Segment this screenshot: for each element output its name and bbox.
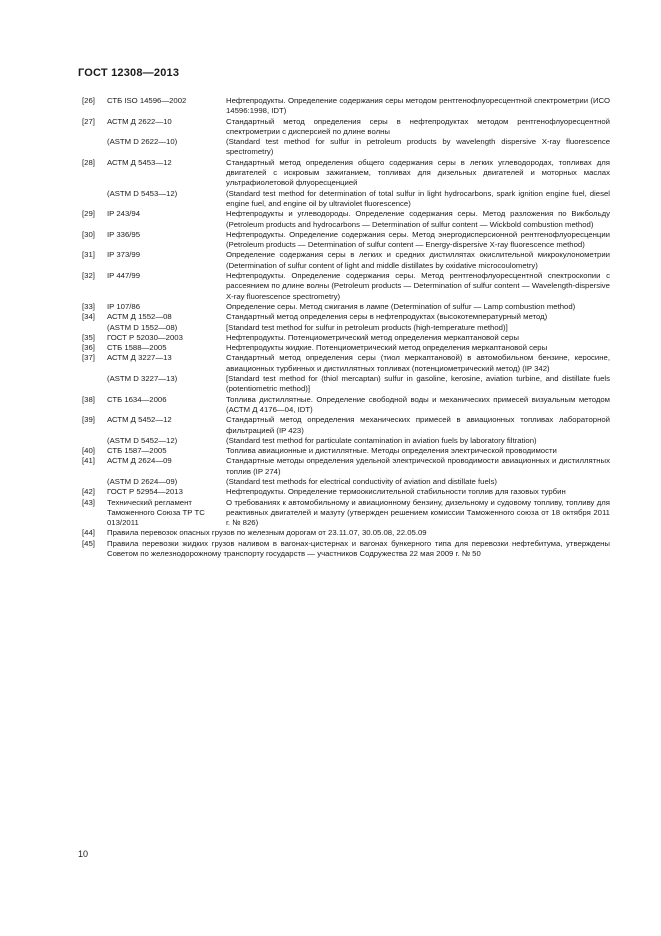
ref-number: [28] bbox=[82, 157, 95, 167]
list-item bbox=[82, 230, 610, 251]
list-item bbox=[82, 353, 610, 374]
ref-number: [31] bbox=[82, 250, 95, 260]
ref-title: Нефтепродукты. Определение содержания серы. Метод рентгенофлуоресцентной спектроскопии с рассеянием по длине волны (Petroleum products — Determination of sulfur content — Wavelength-dispersive X-ray fluorescence spectrometry) bbox=[226, 271, 610, 301]
list-item bbox=[82, 436, 610, 446]
list-item bbox=[82, 477, 610, 487]
ref-code: Технический регламент Таможенного Союза ТР ТС 013/2011 bbox=[107, 497, 205, 528]
list-item bbox=[82, 117, 610, 138]
ref-code: (ASTM D 5453—12) bbox=[107, 188, 178, 198]
ref-number: [37] bbox=[82, 353, 95, 363]
list-item bbox=[82, 312, 610, 322]
list-item bbox=[82, 528, 610, 538]
ref-code: АСТМ Д 2624—09 bbox=[107, 456, 172, 466]
ref-code: IP 373/99 bbox=[107, 250, 141, 260]
list-item bbox=[82, 189, 610, 210]
ref-title: (Standard test methods for electrical conductivity of aviation and distillate fuels) bbox=[226, 476, 497, 486]
ref-number: [41] bbox=[82, 456, 95, 466]
ref-number bbox=[82, 323, 107, 333]
ref-title: Стандартный метод определения общего содержания серы в легких углеводородах, топливах для двигателей с искровым зажиганием, топливах для дизельных двигателей и моторных маслах ультрафиолетовой флуоресценцией bbox=[226, 157, 610, 188]
list-item bbox=[82, 209, 610, 230]
ref-code: (ASTM D 3227—13) bbox=[107, 374, 178, 384]
list-item bbox=[82, 395, 610, 416]
list-item bbox=[82, 323, 610, 333]
ref-number bbox=[82, 374, 107, 395]
list-item bbox=[82, 250, 610, 271]
ref-code: СТБ 1587—2005 bbox=[107, 446, 167, 456]
ref-number: [45] bbox=[82, 538, 95, 548]
references-list bbox=[82, 96, 610, 559]
ref-number bbox=[82, 436, 107, 446]
ref-number: [43] bbox=[82, 497, 95, 507]
ref-title: [Standard test method for sulfur in petroleum products (high-temperature method)] bbox=[226, 322, 508, 332]
ref-code: АСТМ Д 5452—12 bbox=[107, 415, 172, 425]
ref-title: Стандартный метод определения серы в нефтепродуктах методом рентгенофлуоресцентной спектрометрии с дисперсией по длине волны bbox=[226, 116, 610, 136]
ref-title: Нефтепродукты жидкие. Потенциометрический метод определения меркаптановой серы bbox=[226, 343, 548, 353]
ref-code: АСТМ Д 3227—13 bbox=[107, 353, 172, 363]
ref-title: (Standard test method for sulfur in petroleum products by wavelength dispersive X-ray fluorescence spectrometry) bbox=[226, 137, 610, 157]
ref-title: Топлива авиационные и дистиллятные. Методы определения электрической проводимости bbox=[226, 446, 557, 456]
list-item bbox=[82, 374, 610, 395]
ref-title: Правила перевозки жидких грузов наливом в вагонах-цистернах и вагонах бункерного типа для перевозки нефтебитума, утверждены Советом по железнодорожному транспорту государств — участников Содружества 22 мая 2009 г. № 50 bbox=[107, 538, 610, 559]
ref-title: О требованиях к автомобильному и авиационному бензину, дизельному и судовому топливу, топливу для реактивных двигателей и мазуту (утвержден решением комиссии Таможенного союза от 18 октября 2011 г. № 826) bbox=[226, 497, 610, 528]
list-item bbox=[82, 271, 610, 302]
list-item bbox=[82, 96, 610, 117]
ref-number: [34] bbox=[82, 312, 95, 322]
document-header: ГОСТ 12308—2013 bbox=[78, 67, 180, 79]
ref-number: [30] bbox=[82, 229, 95, 239]
ref-code: АСТМ Д 2622—10 bbox=[107, 116, 172, 126]
ref-title: Определение серы. Метод сжигания в лампе (Determination of sulfur — Lamp combustion method) bbox=[226, 301, 576, 311]
list-item bbox=[82, 456, 610, 477]
ref-title: [Standard test method for (thiol mercaptan) sulfur in gasoline, kerosine, aviation turbine, and distillate fuels (potentiometric method)] bbox=[226, 374, 610, 394]
list-item bbox=[82, 137, 610, 158]
ref-number: [36] bbox=[82, 343, 95, 353]
ref-title: Нефтепродукты и углеводороды. Определение содержания серы. Метод разложения по Викбольду (Petroleum products and hydrocarbons — Determination of sulfur content — Wickbold combustion method) bbox=[226, 209, 610, 229]
ref-code: (ASTM D 2622—10) bbox=[107, 137, 178, 147]
ref-code: АСТМ Д 1552—08 bbox=[107, 312, 172, 322]
ref-number: [40] bbox=[82, 446, 95, 456]
list-item bbox=[82, 333, 610, 343]
ref-title: (Standard test method for particulate contamination in aviation fuels by laboratory filtration) bbox=[226, 435, 537, 445]
list-item bbox=[82, 343, 610, 353]
ref-number: [29] bbox=[82, 209, 95, 219]
ref-number: [32] bbox=[82, 271, 95, 281]
ref-title: (Standard test method for determination of total sulfur in light hydrocarbons, spark ignition engine fuel, diesel engine fuel, and engine oil by ultraviolet fluorescence) bbox=[226, 188, 610, 208]
ref-number: [39] bbox=[82, 415, 95, 425]
ref-title: Стандартный метод определения серы (тиол меркаптановой) в автомобильном бензине, керосине, авиационных турбинных и дистиллятных топливах (потенциометрический метод) (IP 342) bbox=[226, 353, 610, 373]
ref-number bbox=[82, 137, 107, 158]
ref-code: (ASTM D 1552—08) bbox=[107, 322, 178, 332]
list-item bbox=[82, 415, 610, 436]
ref-code: IP 243/94 bbox=[107, 209, 141, 219]
ref-code: СТБ 1634—2006 bbox=[107, 394, 167, 404]
list-item bbox=[82, 446, 610, 456]
ref-code: IP 447/99 bbox=[107, 271, 141, 281]
ref-number: [35] bbox=[82, 332, 95, 342]
ref-code: (ASTM D 5452—12) bbox=[107, 435, 178, 445]
ref-number: [27] bbox=[82, 116, 95, 126]
ref-number: [38] bbox=[82, 394, 95, 404]
ref-code: IP 107/86 bbox=[107, 301, 141, 311]
ref-title: Стандартные методы определения удельной электрической проводимости авиационных и дистиллятных топлив (IP 274) bbox=[226, 456, 610, 476]
ref-title: Нефтепродукты. Определение термоокислительной стабильности топлив для газовых турбин bbox=[226, 487, 566, 497]
ref-number bbox=[82, 189, 107, 210]
ref-title: Нефтепродукты. Определение содержания серы. Метод энергодисперсионной рентгенофлуоресценции (Petroleum products — Determination of sulfur content — Energy-dispersive X-ray fluorescence method) bbox=[226, 229, 610, 250]
ref-title: Нефтепродукты. Потенциометрический метод определения меркаптановой серы bbox=[226, 332, 519, 342]
ref-code: ГОСТ Р 52954—2013 bbox=[107, 487, 183, 497]
ref-code: АСТМ Д 5453—12 bbox=[107, 157, 172, 167]
ref-number: [26] bbox=[82, 96, 95, 105]
list-item bbox=[82, 487, 610, 497]
ref-code: СТБ 1588—2005 bbox=[107, 343, 167, 353]
ref-title: Нефтепродукты. Определение содержания серы методом рентгенофлуоресцентной спектрометрии (ИСО 14596:1998, IDT) bbox=[226, 96, 610, 116]
list-item bbox=[82, 158, 610, 189]
ref-number: [42] bbox=[82, 487, 95, 497]
ref-number: [33] bbox=[82, 301, 95, 311]
ref-title: Стандартный метод определения серы в нефтепродуктах (высокотемпературный метод) bbox=[226, 312, 548, 322]
list-item bbox=[82, 302, 610, 312]
ref-title: Правила перевозок опасных грузов по железным дорогам от 23.11.07, 30.05.08, 22.05.09 bbox=[107, 528, 427, 538]
ref-code: IP 336/95 bbox=[107, 229, 141, 239]
ref-code: СТБ ISO 14596—2002 bbox=[107, 96, 187, 105]
ref-code: ГОСТ Р 52030—2003 bbox=[107, 332, 183, 342]
ref-number bbox=[82, 477, 107, 487]
ref-code: (ASTM D 2624—09) bbox=[107, 476, 178, 486]
page-number: 10 bbox=[78, 849, 89, 859]
list-item bbox=[82, 498, 610, 529]
ref-title: Определение содержания серы в легких и средних дистиллятах окислительной микрокулонометрии (Determination of sulfur content of light and middle distillates by oxidative microcoulometry) bbox=[226, 250, 610, 270]
ref-title: Стандартный метод определения механических примесей в авиационных топливах лабораторной фильтрацией (IP 423) bbox=[226, 415, 610, 435]
ref-number: [44] bbox=[82, 528, 95, 538]
list-item bbox=[82, 539, 610, 560]
ref-title: Топлива дистиллятные. Определение свободной воды и механических примесей визуальным методом (АСТМ Д 4176—04, IDT) bbox=[226, 394, 610, 414]
